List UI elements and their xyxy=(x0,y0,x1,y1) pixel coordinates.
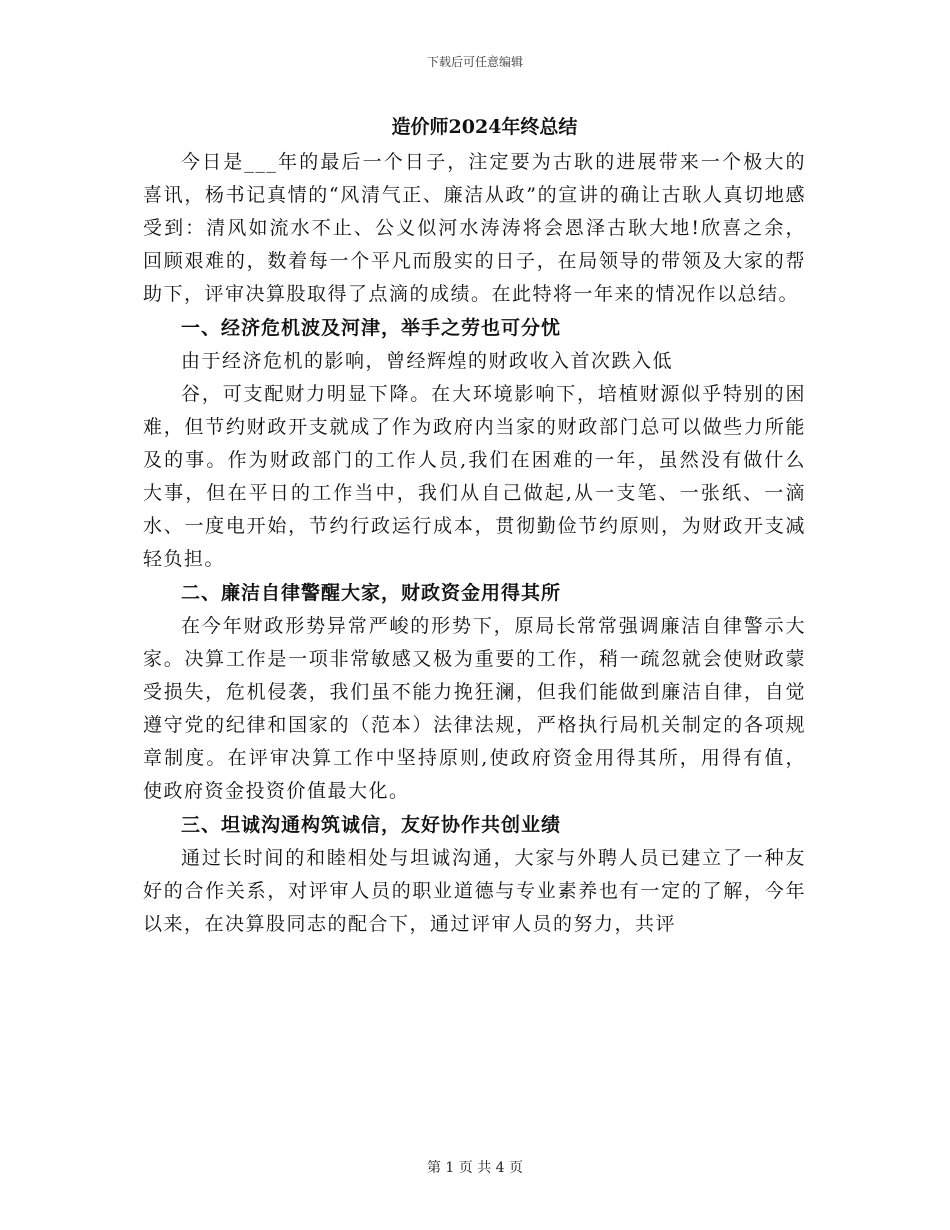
page-number: 第 1 页 共 4 页 xyxy=(426,1160,524,1176)
intro-paragraph: 今日是___年的最后一个日子，注定要为古耿的进展带来一个极大的喜讯，杨书记真情的“风清气正、廉洁从政”的宣讲的确让古耿人真切地感受到：清风如流水不止、公义似河水涛涛将会恩泽古耿大地!欣喜之余，回顾艰难的，数着每一个平凡而殷实的日子，在局领导的带领及大家的帮助下，评审决算股取得了点滴的成绩。在此特将一年来的情况作以总结。 xyxy=(143,151,806,305)
document-title: 造价师2024年终总结 xyxy=(391,116,578,138)
section-1-paragraph-1: 由于经济危机的影响，曾经辉煌的财政收入首次跌入低 xyxy=(181,350,674,372)
document-body xyxy=(143,110,806,941)
section-heading-2: 二、廉洁自律警醒大家，财政资金用得其所 xyxy=(181,582,562,604)
section-2-paragraph-1: 在今年财政形势异常严峻的形势下，原局长常常强调廉洁自律警示大家。决算工作是一项非常敏感又极为重要的工作，稍一疏忽就会使财政蒙受损失，危机侵袭，我们虽不能力挽狂澜，但我们能做到廉洁自律，自觉遵守党的纪律和国家的（范本）法律法规，严格执行局机关制定的各项规章制度。在评审决算工作中坚持原则,使政府资金用得其所，用得有值，使政府资金投资价值最大化。 xyxy=(143,615,806,802)
section-heading-1: 一、经济危机波及河津，举手之劳也可分忧 xyxy=(181,317,562,339)
section-heading-3: 三、坦诚沟通构筑诚信，友好协作共创业绩 xyxy=(181,814,562,836)
section-3-paragraph-1: 通过长时间的和睦相处与坦诚沟通，大家与外聘人员已建立了一种友好的合作关系，对评审人员的职业道德与专业素养也有一定的了解，今年以来，在决算股同志的配合下，通过评审人员的努力，共评 xyxy=(143,847,806,935)
section-1-paragraph-2: 谷，可支配财力明显下降。在大环境影响下，培植财源似乎特别的困难，但节约财政开支就成了作为政府内当家的财政部门总可以做些力所能及的事。作为财政部门的工作人员,我们在困难的一年，虽然没有做什么大事，但在平日的工作当中，我们从自己做起,从一支笔、一张纸、一滴水、一度电开始，节约行政运行成本，贯彻勤俭节约原则，为财政开支减轻负担。 xyxy=(143,383,806,570)
header-note: 下载后可任意编辑 xyxy=(426,55,523,69)
